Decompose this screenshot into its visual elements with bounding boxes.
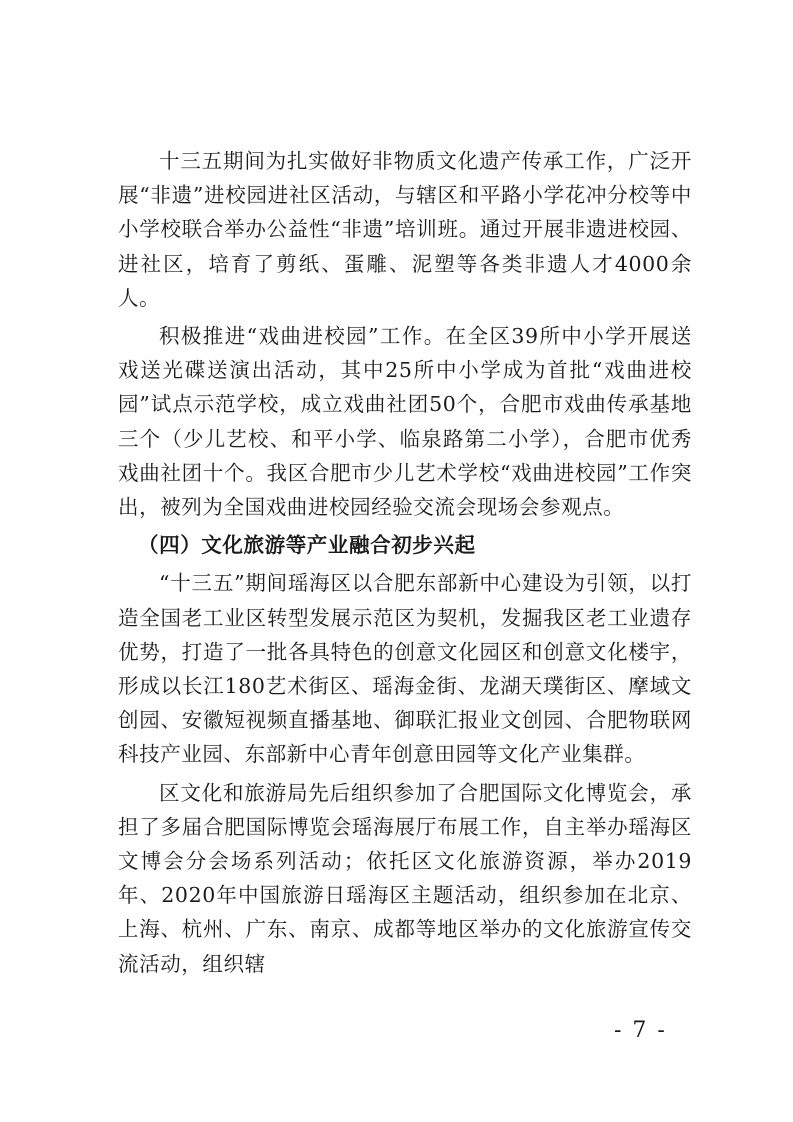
document-body (118, 144, 692, 985)
paragraph-opera-in-schools: 积极推进“戏曲进校园”工作。在全区39所中小学开展送戏送光碟送演出活动，其中25所中小学成为首批“戏曲进校园”试点示范学校，成立戏曲社团50个，合肥市戏曲传承基地三个（少儿艺校、和平小学、临泉路第二小学），合肥市优秀戏曲社团十个。我区合肥市少儿艺术学校“戏曲进校园”工作突出，被列为全国戏曲进校园经验交流会现场会参观点。 (118, 324, 692, 520)
page-number: - 7 - (614, 1018, 667, 1043)
paragraph-cultural-industry: “十三五”期间瑶海区以合肥东部新中心建设为引领，以打造全国老工业区转型发展示范区为契机，发掘我区老工业遗存优势，打造了一批各具特色的创意文化园区和创意文化楼宇，形成以长江180艺术街区、瑶海金街、龙湖天璞街区、摩域文创园、安徽短视频直播基地、御联汇报业文创园、合肥物联网科技产业园、东部新中心青年创意田园等文化产业集群。 (118, 571, 692, 767)
section-heading: （四）文化旅游等产业融合初步兴起 (138, 533, 476, 558)
paragraph-intangible-heritage: 十三五期间为扎实做好非物质文化遗产传承工作，广泛开展“非遗”进校园进社区活动，与辖区和平路小学花冲分校等中小学校联合举办公益性“非遗”培训班。通过开展非遗进校园、进社区，培育了剪纸、蛋雕、泥塑等各类非遗人才4000余人。 (118, 149, 692, 310)
paragraph-tourism-activities: 区文化和旅游局先后组织参加了合肥国际文化博览会，承担了多届合肥国际博览会瑶海展厅布展工作，自主举办瑶海区文博会分会场系列活动；依托区文化旅游资源，举办2019年、2020年中国旅游日瑶海区主题活动，组织参加在北京、上海、杭州、广东、南京、成都等地区举办的文化旅游宣传交流活动，组织辖 (118, 780, 692, 976)
